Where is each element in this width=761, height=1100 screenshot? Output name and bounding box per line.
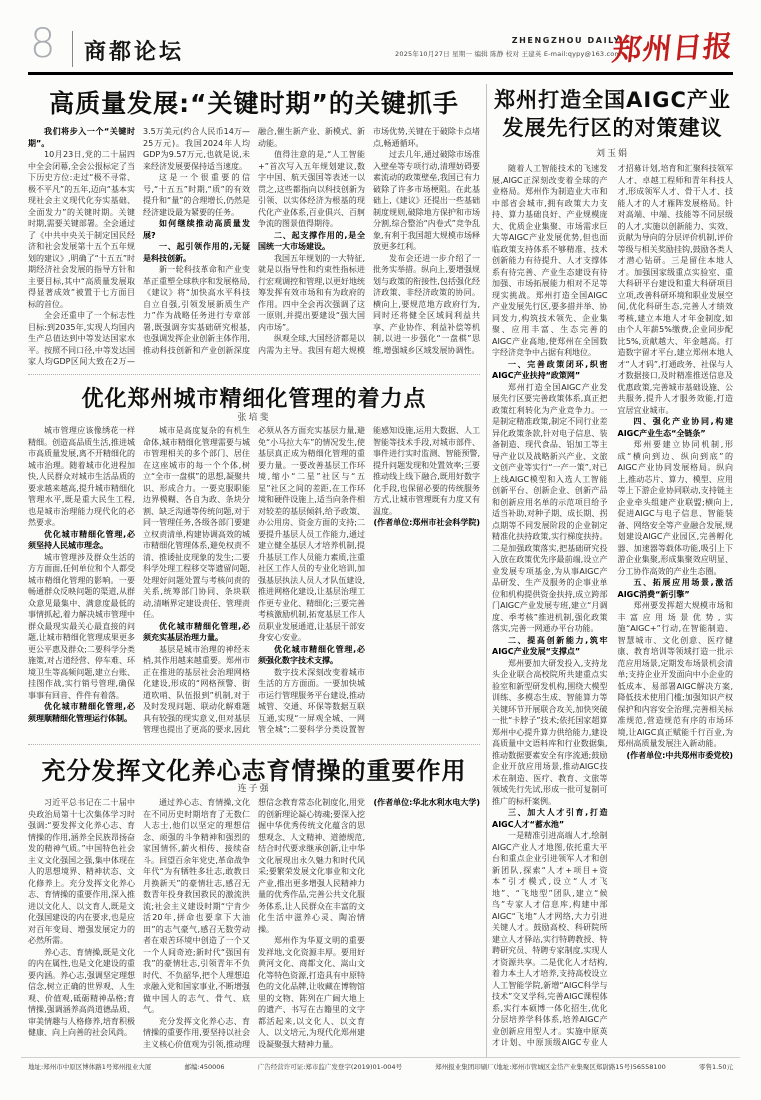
headline-culture-article: 充分发挥文化养心志育情操的重要作用 bbox=[41, 757, 467, 785]
page-header bbox=[28, 21, 735, 72]
paragraph: 发布会还进一步介绍了一批务实举措。纵向上,要增强规划与政策的衔接性,包括强化经济政策、非经济政策的协同。横向上,要规范地方政府行为,同时还将健全区域间利益共享、产业协作、利益补偿等机制,以进一步强化“一盘棋”思维,增强城乡区域发展协调性。 bbox=[373, 253, 480, 355]
paragraph: 优化城市精细化管理,必须理顺精细化管理运行体制。 bbox=[28, 702, 135, 723]
paragraph: 纵观全球,大国经济都是以内需为主导。我国有超大规模市场优势,关键在于破除卡点堵点,畅通循环。 bbox=[258, 127, 480, 355]
date-line: 2025年10月27日 星期一 编辑 陈静 校对 王建英 E-mail:qypy@163.com bbox=[395, 50, 621, 58]
body-main-article bbox=[28, 126, 480, 368]
body-aigc-article bbox=[492, 163, 733, 1058]
paragraph: 郑州打造全国AIGC产业发展先行区要完善政策体系,真正把政策红利转化为产业竞争力。一是制定精准政策,制定不同行业差异化政策条款,针对电子信息、装备制造、现代食品、铝加工等主导产业以及战略新兴产业、文旅文创产业等实行“一产一策”,对已上线AIGC模型和入选人工智能创新平台、创新企业、创新产品和创新应用名单的示范项目给予适当补助,对种子期、成长期、拐点期等不同发展阶段的企业制定精准化扶持政策,实行梯度扶持。二是加强政策落实,把基础研究投入放在政策优先序最前端,设立产业发展专项基金,为从事AIGC产品研发、生产及服务的企事业单位和机构提供资金扶持,成立跨部门AIGC产业发展专班,建立“月调度、季考核”推进机制,强化政策落实,完善一网通办平台功能。 bbox=[492, 382, 608, 633]
section-title: 商都论坛 bbox=[84, 40, 185, 65]
paragraph: (作者单位:中共郑州市委党校) bbox=[626, 750, 733, 760]
body-city-article bbox=[28, 425, 480, 738]
headline-aigc-line2: 发展先行区的对策建议 bbox=[502, 116, 723, 141]
footer-segment: 广告经营许可证:郑市监广发登字(2019)01-004号 bbox=[257, 1063, 403, 1071]
article-separator bbox=[28, 374, 480, 375]
paragraph: 城市管理涉及群众生活的方方面面,任何单位和个人都受城市精细化管理的影响。一要畅通群众反映问题的渠道,从群众意见最集中、满意度最低的事情抓起,着力解决城市管理中群众最现实最关心最直接的问题,让城市精细化管理成果更多更公平惠及群众;二要科学分类施策,对占道经营、停车难、环境卫生等高频问题,建立台账、挂图作战,实行销号管理,确保事事有回音、件件有着落。 bbox=[28, 552, 135, 700]
headline-main-article: 高质量发展:“关键时期”的关键抓手 bbox=[49, 89, 459, 118]
paragraph: 随着人工智能技术的飞速发展,AIGC正深刻改变着全球的产业格局。郑州作为制造业大市和中部省会城市,拥有政策大力支持、算力基础良好、产业规模庞大、优质企业集聚、市场需求巨大等AIGC产业发展优势,但也面临政策支持体系不够精准、技术创新能力有待提升、人才支撑体系有待完善、产业生态建设有待加强、市场拓展能力相对不足等现实挑战。郑州打造全国AIGC产业发展先行区,要多措并举、协同发力,构筑技术领先、企业集聚、应用丰富、生态完善的AIGC产业高地,使郑州在全国数字经济竞争中占据有利地位。 bbox=[492, 164, 608, 357]
header-rule bbox=[28, 72, 733, 75]
paragraph: 一、起引领作用的,无疑是科技创新。 bbox=[143, 242, 250, 263]
paragraph: 一、完善政策闭环,织密AIGC产业扶持“政策网” bbox=[492, 359, 608, 380]
headline-aigc-article bbox=[492, 86, 733, 143]
paragraph: 习近平总书记在二十届中央政治局第十七次集体学习时强调:“要发挥文化养心志、育情操的作用,涵养全民族昂扬奋发的精神气质。”中国特色社会主义文化强国之强,集中体现在人的思想境界、精神状态、文化修养上。充分发挥文化养心志、育情操的重要作用,深入推进以文化人、以文育人,既是文化强国建设的内在要求,也是应对百年变局、增强发展定力的必然所需。 bbox=[28, 798, 135, 945]
header-divider bbox=[72, 31, 73, 67]
paragraph: 优化城市精细化管理,必须充实基层治理力量。 bbox=[143, 621, 250, 642]
paragraph: 郑州要加大研发投入,支持龙头企业联合高校院所共建重点实验室和新型研发机构,围绕大模型训练、多模态生成、智能算力等关键环节开展联合攻关,加快突破一批“卡脖子”技术;依托国家超算郑州中心提升算力供给能力,建设高质量中文语料库和行业数据集,推动数据要素安全有序流通;鼓励企业开放应用场景,推动AIGC技术在制造、医疗、教育、文旅等领域先行先试,形成一批可复制可推广的标杆案例。 bbox=[492, 658, 608, 806]
headline-city-article: 优化郑州城市精细化管理的着力点 bbox=[81, 387, 427, 412]
paragraph: 过去几年,通过破除市场准入壁垒等专项行动,清理妨碍要素流动的政策壁垒,我国已有力破除了许多市场梗阻。在此基础上,《建议》还提出一些基础制度规则,破除地方保护和市场分割,综合整治“内卷式”竞争乱象,有利于我国超大规模市场释放更多红利。 bbox=[373, 150, 480, 251]
byline-aigc-article: 刘玉娟 bbox=[595, 149, 629, 159]
paragraph: 五、拓展应用场景,激活AIGC消费“新引擎” bbox=[617, 578, 733, 599]
paragraph: 优化城市精细化管理,必须强化数字技术支撑。 bbox=[258, 644, 365, 665]
paragraph: 如何继续推动高质量发展? bbox=[143, 219, 250, 240]
article-separator bbox=[28, 744, 480, 745]
paragraph: 基层是城市治理的神经末梢,其作用越来越重要。郑州市正在推进的基层社会治理网格化建设,形成的“网格预警、街道吹哨、队伍报到”机制,对于及时发现问题、联动化解难题具有较强的现实意义,但对基层管理也提出了更高的要求,因此必须从各方面充实基层力量,避免“小马拉大车”的情况发生,使基层真正成为精细化管理的重要力量。一要改善基层工作环境,缩小“二星”社区与“五星”社区之间的差距,在工作环境和硬件设施上,适当向条件相对较差的基层倾斜,给予政策、办公用房、资金方面的支持;二要提升基层人员工作能力,通过建立健全基层人才培养机制,提升基层工作人员能力素质,注重社区工作人员的专业化培训,加强基层执法人员人才队伍建设,推进网格化建设,让基层治理工作更专业化、精细化;三要完善考核激励机制,拓宽基层工作人员职业发展通道,让基层干部安身安心安业。 bbox=[143, 426, 365, 734]
paragraph: (作者单位:郑州市社会科学院) bbox=[373, 518, 480, 527]
masthead-logo: 郑州日报 bbox=[610, 28, 735, 68]
page-number: 8 bbox=[30, 21, 56, 67]
paragraph: 二、起支撑作用的,是全国统一大市场建设。 bbox=[258, 230, 365, 251]
footer-segment: 邮编:450006 bbox=[184, 1063, 225, 1071]
paragraph: 新一轮科技革命和产业变革正重塑全球秩序和发展格局,《建议》将“加快高水平科技自立自强,引领发展新质生产力”作为战略任务进行专章部署,既强调夯实基础研究根基,也强调发挥企业创新主体作用,推动科技创新和产业创新深度融合,催生新产业、新模式、新动能。 bbox=[143, 127, 365, 355]
paragraph: 四、强化产业协同,构建AIGC产业生态“全链条” bbox=[617, 417, 733, 438]
paragraph: 这是一个很重要的信号,“十五五”时期,“质”的有效提升和“量”的合理增长,仍然是经济建设最为紧要的任务。 bbox=[143, 173, 250, 217]
paragraph: 一是精准引进高端人才,绘制AIGC产业人才地图,依托重大平台和重点企业引进领军人才和创新团队,探索“人才+项目+资本”引才模式,设立“人才飞地”、“飞地型”团队,建立“候鸟”专家人才信息库,构建中部AIGC“飞地”人才网络,大力引进关键人才。鼓励高校、科研院所建立人才驿站,实行特聘教授、特聘研究员、特聘专家制度,实现人才资源共享。二是优化人才结构,着力本土人才培养,支持高校设立人工智能学院,新增“AIGC科学与技术”交叉学科,完善AIGC课程体系,实行本硕博一体化招生,优化分层培养学科体系,培养AIGC产业创新应用型人才。实施中原英才计划、中原顶级AIGC专业人才招募计划,培育和汇聚科技领军人才、卓越工程师和青年科技人才,形成领军人才、骨干人才、技能人才的人才雁阵发展格局。针对高端、中端、技能等不同层级的人才,实施以创新能力、实效、贡献为导向的分层评价机制,评价等级与相关奖励挂钩,鼓励各类人才潜心钻研。三是留住本地人才。加强国家级重点实验室、重大科研平台建设和重大科研项目立项,改善科研环境和职业发展空间,优化科研生态,完善人才绩效考核,建立本地人才年金制度,如由个人年薪5%缴费,企业同步配比5%,贡献越大、年金越高。打造数字留才平台,建立郑州本地人才“人才码”,打通政务、社保与人才数据接口,及时精准推送信息及优惠政策,完善城市基础设施、公共服务,提升人才服务效能,打造宜居宜业城市。 bbox=[492, 164, 733, 1047]
paragraph: 郑州作为华夏文明的重要发祥地,文化资源丰厚。要用好黄河文化、商都文化、嵩山文化等特色资源,打造具有中原特色的文化品牌,让收藏在博物馆里的文物、陈列在广阔大地上的遗产、书写在古籍里的文字都活起来,以文化人、以文育人、以文培元,为现代化郑州建设凝聚强大精神力量。 bbox=[258, 936, 365, 1049]
footer bbox=[28, 1062, 733, 1071]
paragraph: 我们将步入一个“关键时期”。 bbox=[28, 127, 135, 148]
paragraph: 三、加大人才引育,打造AIGC人才“蓄水池” bbox=[492, 808, 608, 829]
byline-culture-article: 连子强 bbox=[237, 784, 271, 794]
paragraph: 优化城市精细化管理,必须坚持人民城市理念。 bbox=[28, 529, 135, 550]
paragraph: 充分发挥文化养心志、育情操的重要作用,要坚持以社会主义核心价值观为引领,推动理想信念教育常态化制度化,用党的创新理论凝心铸魂;要深入挖掘中华优秀传统文化蕴含的思想观念、人文精神、道德规范,结合时代要求继承创新,让中华文化展现出永久魅力和时代风采;要繁荣发展文化事业和文化产业,推出更多增强人民精神力量的优秀作品,完善公共文化服务体系,让人民群众在丰富的文化生活中滋养心灵、陶冶情操。 bbox=[143, 798, 365, 1049]
paragraph: 全会还重申了一个标志性目标:到2035年,实现人均国内生产总值达到中等发达国家水平。按照不同口径,中等发达国家人均GDP区间大致在2万—3.5万美元(约合人民币14万—25万元)。我国2024年人均GDP为9.57万元,也就是说,未来经济发展要保持适当速度。 bbox=[28, 127, 250, 366]
paragraph: 城市管理应该像绣花一样精细。创造高品质生活,推进城市高质量发展,离不开精细化的城市治理。随着城市化进程加快,人民群众对城市生活品质的要求越来越高,提升城市精细化管理水平,既是重大民生工程,也是城市治理能力现代化的必然要求。 bbox=[28, 426, 135, 527]
paragraph: 10月23日,党的二十届四中全会闭幕,全会公报标定了当下历史方位:走过“极不寻常、极不平凡”的五年,迈向“基本实现社会主义现代化夯实基础、全面发力”的关键时期。关键时期,需要关键部署。全会通过了《中共中央关于制定国民经济和社会发展第十五个五年规划的建议》,明确了“十五五”时期经济社会发展的指导方针和主要目标,其中“高质量发展取得显著成效”被置于七方面目标的首位。 bbox=[28, 150, 135, 309]
footer-segment: 郑州报业集团印刷厂(地址:郑州市管城区金岱产业集聚区郑尉路15号)56558100 bbox=[435, 1063, 666, 1071]
footer-rule bbox=[21, 1057, 740, 1058]
headline-aigc-line1: 郑州打造全国AIGC产业 bbox=[494, 88, 731, 112]
paragraph: 我国五年规划的一大特征,就是以指导性和约束性指标进行宏观调控和管理,以更好地统筹发挥有效市场和有为政府的作用。四中全会再次强调了这一原则,并提出要建设“强大国内市场”。 bbox=[258, 253, 365, 332]
paragraph: 养心志、育情操,既是文化的内在属性,也是文化建设的重要内涵。养心志,强调坚定理想信念,树立正确的世界观、人生观、价值观,砥砺精神品格;育情操,强调涵养高尚道德品质、审美情趣与人格修养,培育积极健康、向上向善的社会风尚。 bbox=[28, 947, 135, 1037]
paragraph: 值得注意的是,“人工智能+”首次写入五年规划建议,数字中国、航天强国等表述一以贯之,这些都指向以科技创新为引领、以实体经济为根基的现代化产业体系,百业俱兴、百舸争流的图景值得期待。 bbox=[258, 150, 365, 228]
paper-name-en: ZHENGZHOU DAILY bbox=[511, 36, 621, 45]
header-meta bbox=[395, 36, 621, 58]
paragraph: 郑州要建立协同机制,形成“横向到边、纵向到底”的AIGC产业协同发展格局。纵向上,推动芯片、算力、模型、应用等上下游企业协同联动,支持链主企业牵头组建产业联盟;横向上,促进AIGC与电子信息、智能装备、网络安全等产业融合发展,规划建设AIGC产业园区,完善孵化器、加速器等载体功能,吸引上下游企业集聚,形成集聚效应明显、分工协作高效的产业生态圈。 bbox=[617, 440, 733, 576]
paragraph: 通过养心志、育情操,文化在不同历史时期培育了无数仁人志士,他们以坚定的理想信念、顽强的斗争精神和强烈的家国情怀,薪火相传、接续奋斗。回望百余年党史,革命战争年代“为有牺牲多壮志,敢教日月换新天”的豪情壮志,感召无数青年投身救国救民的激流洪流;社会主义建设时期“宁肯少活20年,拼命也要拿下大油田”的志气豪气,感召无数劳动者在艰苦环境中创造了一个又一个人间奇迹;新时代“强国有我”的豪情壮志,引领青年不负时代、不负韶华,把个人理想追求融入党和国家事业,不断增强做中国人的志气、骨气、底气。 bbox=[143, 798, 250, 1014]
paragraph: 数字技术深刻改变着城市生活的方方面面。一要加快城市运行管理服务平台建设,推动城管、交通、环保等数据互联互通,实现“一屏观全城、一网管全城”;二要科学分类设置智能感知设施,运用大数据、人工智能等技术手段,对城市部件、事件进行实时监测、智能预警,提升问题发现和处置效率;三要推动线上线下融合,既用好数字化手段,也保留必要的传统服务方式,让城市管理既有力度又有温度。 bbox=[258, 426, 480, 734]
column-divider bbox=[486, 84, 487, 1058]
body-culture-article bbox=[28, 797, 480, 1058]
byline-city-article: 张培斐 bbox=[237, 413, 271, 423]
paragraph: (作者单位:华北水利水电大学) bbox=[373, 798, 480, 807]
footer-segment: 零售1.50元 bbox=[698, 1063, 733, 1071]
paragraph: 郑州要发挥超大规模市场和丰富应用场景优势,实施“AIGC+”行动,在智能制造、智慧城市、文化创意、医疗健康、教育培训等领域打造一批示范应用场景,定期发布场景机会清单;支持企业开发面向中小企业的低成本、易部署AIGC解决方案,降低技术使用门槛;加强知识产权保护和内容安全治理,完善相关标准规范,营造规范有序的市场环境,让AIGC真正赋能千行百业,为郑州高质量发展注入新动能。 bbox=[617, 601, 733, 748]
paragraph: 二、提高创新能力,筑牢AIGC产业发展“支撑点” bbox=[492, 635, 608, 656]
paragraph: 城市是高度复杂的有机生命体,城市精细化管理需要与城市管理相关的多个部门、居住在这座城市的每一个个体,树立“全市一盘棋”的思想,凝聚共识、形成合力。一要克服职能边界模糊、各自为政、条块分割、缺乏沟通等传统问题,对于同一管理任务,各级各部门要建立权责清单,构建协调高效的城市精细化管理体系,避免权责不清、推诿扯皮现象的发生;二要科学处理工程移交等遗留问题,处理好问题处置与考核问责的关系,统筹部门协同、条块联动,清晰界定建设责任、管理责任。 bbox=[143, 426, 250, 619]
footer-segment: 地址:郑州市中原区博体路1号郑州报业大厦 bbox=[28, 1063, 152, 1071]
